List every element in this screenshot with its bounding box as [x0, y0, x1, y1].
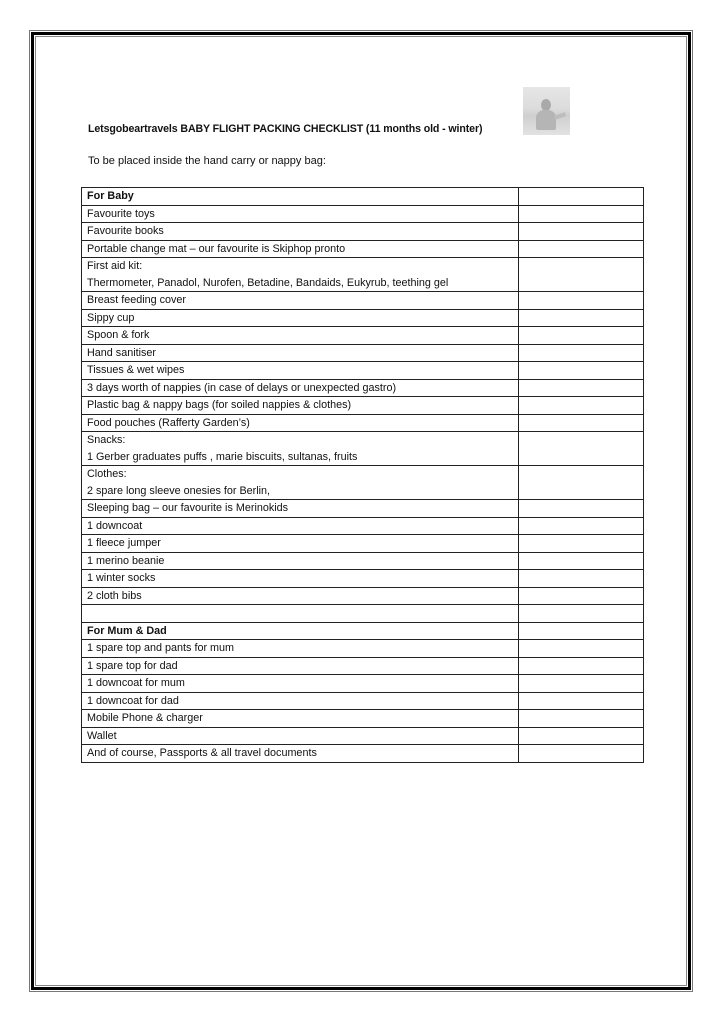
check-cell[interactable] [518, 205, 643, 223]
item-label: 1 winter socks [87, 572, 156, 584]
check-cell[interactable] [518, 640, 643, 658]
item-label: Mobile Phone & charger [87, 712, 203, 724]
checklist-row [82, 535, 644, 553]
item-label: 1 fleece jumper [87, 537, 161, 549]
check-cell[interactable] [518, 414, 643, 432]
check-cell[interactable] [518, 223, 643, 241]
section-title-cell [82, 622, 519, 640]
item-label: Favourite toys [87, 207, 155, 220]
item-label: First aid kit: [87, 260, 143, 272]
item-cell [82, 432, 519, 466]
check-cell[interactable] [518, 517, 643, 535]
checklist-row [82, 379, 644, 397]
check-cell[interactable] [518, 362, 643, 380]
item-label: 2 spare long sleeve onesies for Berlin, [87, 484, 271, 497]
empty-row [82, 605, 644, 623]
check-cell[interactable] [518, 344, 643, 362]
item-label: Spoon & fork [87, 329, 150, 341]
item-label: 1 downcoat for mum [87, 677, 185, 689]
check-cell[interactable] [518, 570, 643, 588]
check-cell[interactable] [518, 466, 643, 500]
check-cell[interactable] [518, 675, 643, 693]
item-label: Sippy cup [87, 311, 135, 324]
checklist-row [82, 675, 644, 693]
checklist-row [82, 710, 644, 728]
check-cell[interactable] [518, 327, 643, 345]
item-cell [82, 223, 519, 241]
section-title-cell [82, 188, 519, 206]
item-cell [82, 535, 519, 553]
check-cell[interactable] [518, 432, 643, 466]
item-cell [82, 517, 519, 535]
item-label: 1 merino beanie [87, 554, 165, 567]
checklist-row [82, 397, 644, 415]
item-cell [82, 745, 519, 763]
item-label: Plastic bag & nappy bags (for soiled nappies & clothes) [87, 399, 352, 411]
item-cell [82, 552, 519, 570]
check-cell[interactable] [518, 397, 643, 415]
checklist-row [82, 745, 644, 763]
item-cell [82, 710, 519, 728]
item-label: Sleeping bag – our favourite is Merinokids [87, 502, 289, 514]
checklist-table [81, 187, 644, 763]
photo-arm [554, 112, 567, 120]
checklist-row [82, 362, 644, 380]
item-label: Clothes: [87, 468, 127, 480]
checklist-row [82, 309, 644, 327]
check-cell[interactable] [518, 292, 643, 310]
checklist-row [82, 466, 644, 500]
item-label: 1 spare top for dad [87, 659, 178, 672]
section-header-row [82, 188, 644, 206]
checklist-row [82, 223, 644, 241]
item-label: 1 downcoat [87, 519, 143, 532]
check-cell[interactable] [518, 727, 643, 745]
document-subtitle: To be placed inside the hand carry or nappy bag: [88, 155, 326, 167]
checklist-row [82, 414, 644, 432]
checklist-row [82, 432, 644, 466]
checklist-row [82, 587, 644, 605]
item-label: Snacks: [87, 434, 126, 446]
check-cell[interactable] [518, 379, 643, 397]
checklist-row [82, 205, 644, 223]
check-cell[interactable] [518, 240, 643, 258]
item-label: Favourite books [87, 225, 164, 237]
checklist-row [82, 657, 644, 675]
checklist-row [82, 500, 644, 518]
item-cell [82, 344, 519, 362]
checklist-row [82, 552, 644, 570]
check-cell[interactable] [518, 258, 643, 292]
item-cell [82, 466, 519, 500]
check-cell[interactable] [518, 535, 643, 553]
check-cell[interactable] [518, 500, 643, 518]
item-label: 3 days worth of nappies (in case of delays or unexpected gastro) [87, 381, 397, 394]
item-cell [82, 240, 519, 258]
checklist-body [82, 188, 644, 763]
check-cell[interactable] [518, 605, 643, 623]
checklist-row [82, 292, 644, 310]
item-cell [82, 309, 519, 327]
section-title: For Mum & Dad [87, 624, 167, 637]
check-cell[interactable] [518, 622, 643, 640]
section-title: For Baby [87, 190, 134, 202]
photo-body [536, 110, 556, 130]
document-title: Letsgobeartravels BABY FLIGHT PACKING CHECKLIST (11 months old - winter) [88, 123, 483, 135]
item-cell [82, 362, 519, 380]
item-cell [82, 587, 519, 605]
checklist-row [82, 692, 644, 710]
checklist-row [82, 344, 644, 362]
checklist-row [82, 258, 644, 292]
baby-photo [523, 87, 570, 135]
checklist-row [82, 727, 644, 745]
item-cell [82, 397, 519, 415]
item-cell [82, 692, 519, 710]
item-label: 1 downcoat for dad [87, 694, 179, 707]
check-cell[interactable] [518, 188, 643, 206]
item-label: 1 spare top and pants for mum [87, 642, 235, 654]
item-cell [82, 327, 519, 345]
item-cell [82, 727, 519, 745]
item-cell [82, 292, 519, 310]
checklist-row [82, 640, 644, 658]
item-label: Wallet [87, 729, 117, 742]
item-label: Breast feeding cover [87, 294, 187, 306]
checklist-row [82, 240, 644, 258]
section-header-row [82, 622, 644, 640]
item-cell [82, 414, 519, 432]
item-cell [82, 675, 519, 693]
check-cell[interactable] [518, 552, 643, 570]
item-cell [82, 640, 519, 658]
check-cell[interactable] [518, 692, 643, 710]
item-label: Portable change mat – our favourite is Skiphop pronto [87, 242, 346, 255]
item-label: Tissues & wet wipes [87, 364, 185, 376]
check-cell[interactable] [518, 587, 643, 605]
item-cell [82, 657, 519, 675]
checklist-row [82, 517, 644, 535]
item-cell [82, 500, 519, 518]
checklist-row [82, 570, 644, 588]
item-label: Hand sanitiser [87, 346, 157, 359]
item-cell [82, 205, 519, 223]
item-cell [82, 379, 519, 397]
item-label: And of course, Passports & all travel documents [87, 747, 317, 759]
check-cell[interactable] [518, 309, 643, 327]
item-label: Thermometer, Panadol, Nurofen, Betadine, Bandaids, Eukyrub, teething gel [87, 276, 449, 289]
check-cell[interactable] [518, 745, 643, 763]
item-label: 2 cloth bibs [87, 589, 142, 602]
check-cell[interactable] [518, 710, 643, 728]
item-cell [82, 570, 519, 588]
item-cell [82, 258, 519, 292]
item-label: Food pouches (Rafferty Garden’s) [87, 416, 250, 429]
item-label: 1 Gerber graduates puffs , marie biscuits, sultanas, fruits [87, 450, 358, 463]
item-cell [82, 605, 519, 623]
checklist-row [82, 327, 644, 345]
check-cell[interactable] [518, 657, 643, 675]
